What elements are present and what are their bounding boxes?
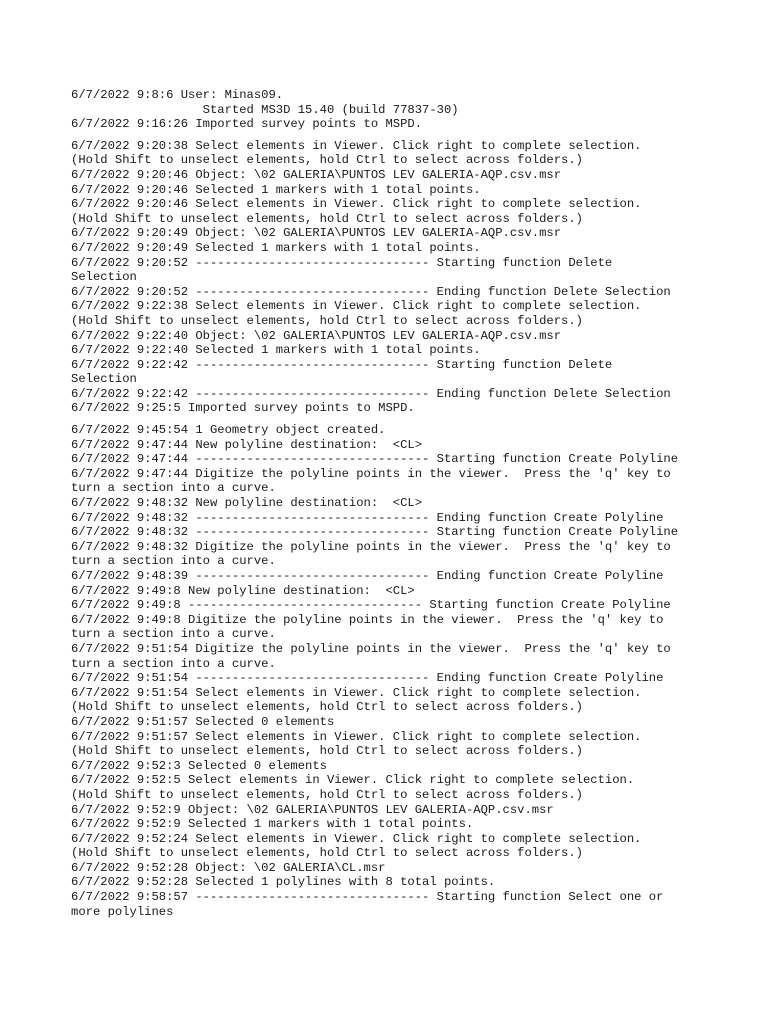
log-line: 6/7/2022 9:52:28 Object: \02 GALERIA\CL.msr [71,860,386,875]
log-line: 6/7/2022 9:48:32 -------------------------------- Starting function Create Polyline [71,525,679,540]
log-line: 6/7/2022 9:47:44 New polyline destination: <CL> [71,437,423,452]
log-line: 6/7/2022 9:22:40 Selected 1 markers with 1 total points. [71,343,481,358]
log-line: 6/7/2022 9:47:44 -------------------------------- Starting function Create Polyline [71,452,679,467]
log-line: 6/7/2022 9:48:39 -------------------------------- Ending function Create Polyline [71,569,664,583]
log-document [71,88,721,919]
log-line: Started MS3D 15.40 (build 77837-30) [71,102,459,117]
log-line: 6/7/2022 9:49:8 Digitize the polyline points in the viewer. Press the 'q' key to [71,612,664,627]
log-line: 6/7/2022 9:8:6 User: Minas09. [71,88,284,102]
log-line: 6/7/2022 9:20:49 Object: \02 GALERIA\PUNTOS LEV GALERIA-AQP.csv.msr [71,226,562,241]
log-line: 6/7/2022 9:20:46 Selected 1 markers with 1 total points. [71,182,481,197]
log-line: 6/7/2022 9:48:32 New polyline destination: <CL> [71,496,423,511]
log-line: 6/7/2022 9:49:8 -------------------------------- Starting function Create Polyline [71,598,671,613]
blank-line [71,132,721,139]
log-line: 6/7/2022 9:51:54 -------------------------------- Ending function Create Polyline [71,671,664,686]
log-line: 6/7/2022 9:20:38 Select elements in Viewer. Click right to complete selection. [71,138,642,153]
log-line: 6/7/2022 9:51:54 Select elements in Viewer. Click right to complete selection. [71,685,642,700]
log-line: (Hold Shift to unselect elements, hold Ctrl to select across folders.) [71,787,583,802]
log-line: 6/7/2022 9:45:54 1 Geometry object created. [71,423,386,438]
log-line: turn a section into a curve. [71,554,276,569]
log-line: 6/7/2022 9:25:5 Imported survey points to MSPD. [71,401,415,416]
log-line: 6/7/2022 9:22:38 Select elements in Viewer. Click right to complete selection. [71,299,642,314]
log-line: 6/7/2022 9:52:9 Object: \02 GALERIA\PUNTOS LEV GALERIA-AQP.csv.msr [71,802,554,817]
log-line: turn a section into a curve. [71,627,276,642]
log-line: more polylines [71,904,174,919]
log-line: (Hold Shift to unselect elements, hold Ctrl to select across folders.) [71,846,583,861]
log-line: 6/7/2022 9:58:57 -------------------------------- Starting function Select one or [71,890,664,905]
log-line: 6/7/2022 9:20:49 Selected 1 markers with 1 total points. [71,240,481,255]
log-line: 6/7/2022 9:16:26 Imported survey points to MSPD. [71,117,423,132]
log-line: Selection [71,372,137,387]
log-line: turn a section into a curve. [71,481,276,496]
log-line: 6/7/2022 9:22:42 -------------------------------- Starting function Delete [71,357,613,372]
log-line: (Hold Shift to unselect elements, hold Ctrl to select across folders.) [71,700,583,715]
log-line: Selection [71,270,137,285]
log-line: (Hold Shift to unselect elements, hold Ctrl to select across folders.) [71,313,583,328]
log-line: 6/7/2022 9:22:42 -------------------------------- Ending function Delete Selection [71,386,671,401]
log-line: 6/7/2022 9:20:46 Select elements in Viewer. Click right to complete selection. [71,197,642,212]
log-line: 6/7/2022 9:52:24 Select elements in Viewer. Click right to complete selection. [71,831,642,846]
log-line: 6/7/2022 9:52:28 Selected 1 polylines with 8 total points. [71,875,496,890]
log-line: 6/7/2022 9:48:32 -------------------------------- Ending function Create Polyline [71,510,664,525]
log-line: 6/7/2022 9:52:9 Selected 1 markers with 1 total points. [71,817,474,832]
log-line: 6/7/2022 9:51:57 Selected 0 elements [71,714,335,729]
log-line: 6/7/2022 9:20:46 Object: \02 GALERIA\PUNTOS LEV GALERIA-AQP.csv.msr [71,167,562,182]
log-line: 6/7/2022 9:52:3 Selected 0 elements [71,758,327,773]
log-line: (Hold Shift to unselect elements, hold Ctrl to select across folders.) [71,153,583,168]
log-line: 6/7/2022 9:48:32 Digitize the polyline points in the viewer. Press the 'q' key to [71,539,671,554]
log-line: 6/7/2022 9:47:44 Digitize the polyline points in the viewer. Press the 'q' key to [71,466,671,481]
log-line: 6/7/2022 9:20:52 -------------------------------- Starting function Delete [71,255,613,270]
log-line: 6/7/2022 9:49:8 New polyline destination: <CL> [71,583,415,598]
log-line: 6/7/2022 9:51:54 Digitize the polyline points in the viewer. Press the 'q' key to [71,641,671,656]
log-line: 6/7/2022 9:51:57 Select elements in Viewer. Click right to complete selection. [71,729,642,744]
log-line: (Hold Shift to unselect elements, hold Ctrl to select across folders.) [71,744,583,759]
log-line: 6/7/2022 9:22:40 Object: \02 GALERIA\PUNTOS LEV GALERIA-AQP.csv.msr [71,328,562,343]
blank-line [71,416,721,423]
log-line: turn a section into a curve. [71,656,276,671]
log-line: 6/7/2022 9:20:52 -------------------------------- Ending function Delete Selection [71,284,671,299]
log-line: 6/7/2022 9:52:5 Select elements in Viewer. Click right to complete selection. [71,773,635,788]
log-line: (Hold Shift to unselect elements, hold Ctrl to select across folders.) [71,211,583,226]
